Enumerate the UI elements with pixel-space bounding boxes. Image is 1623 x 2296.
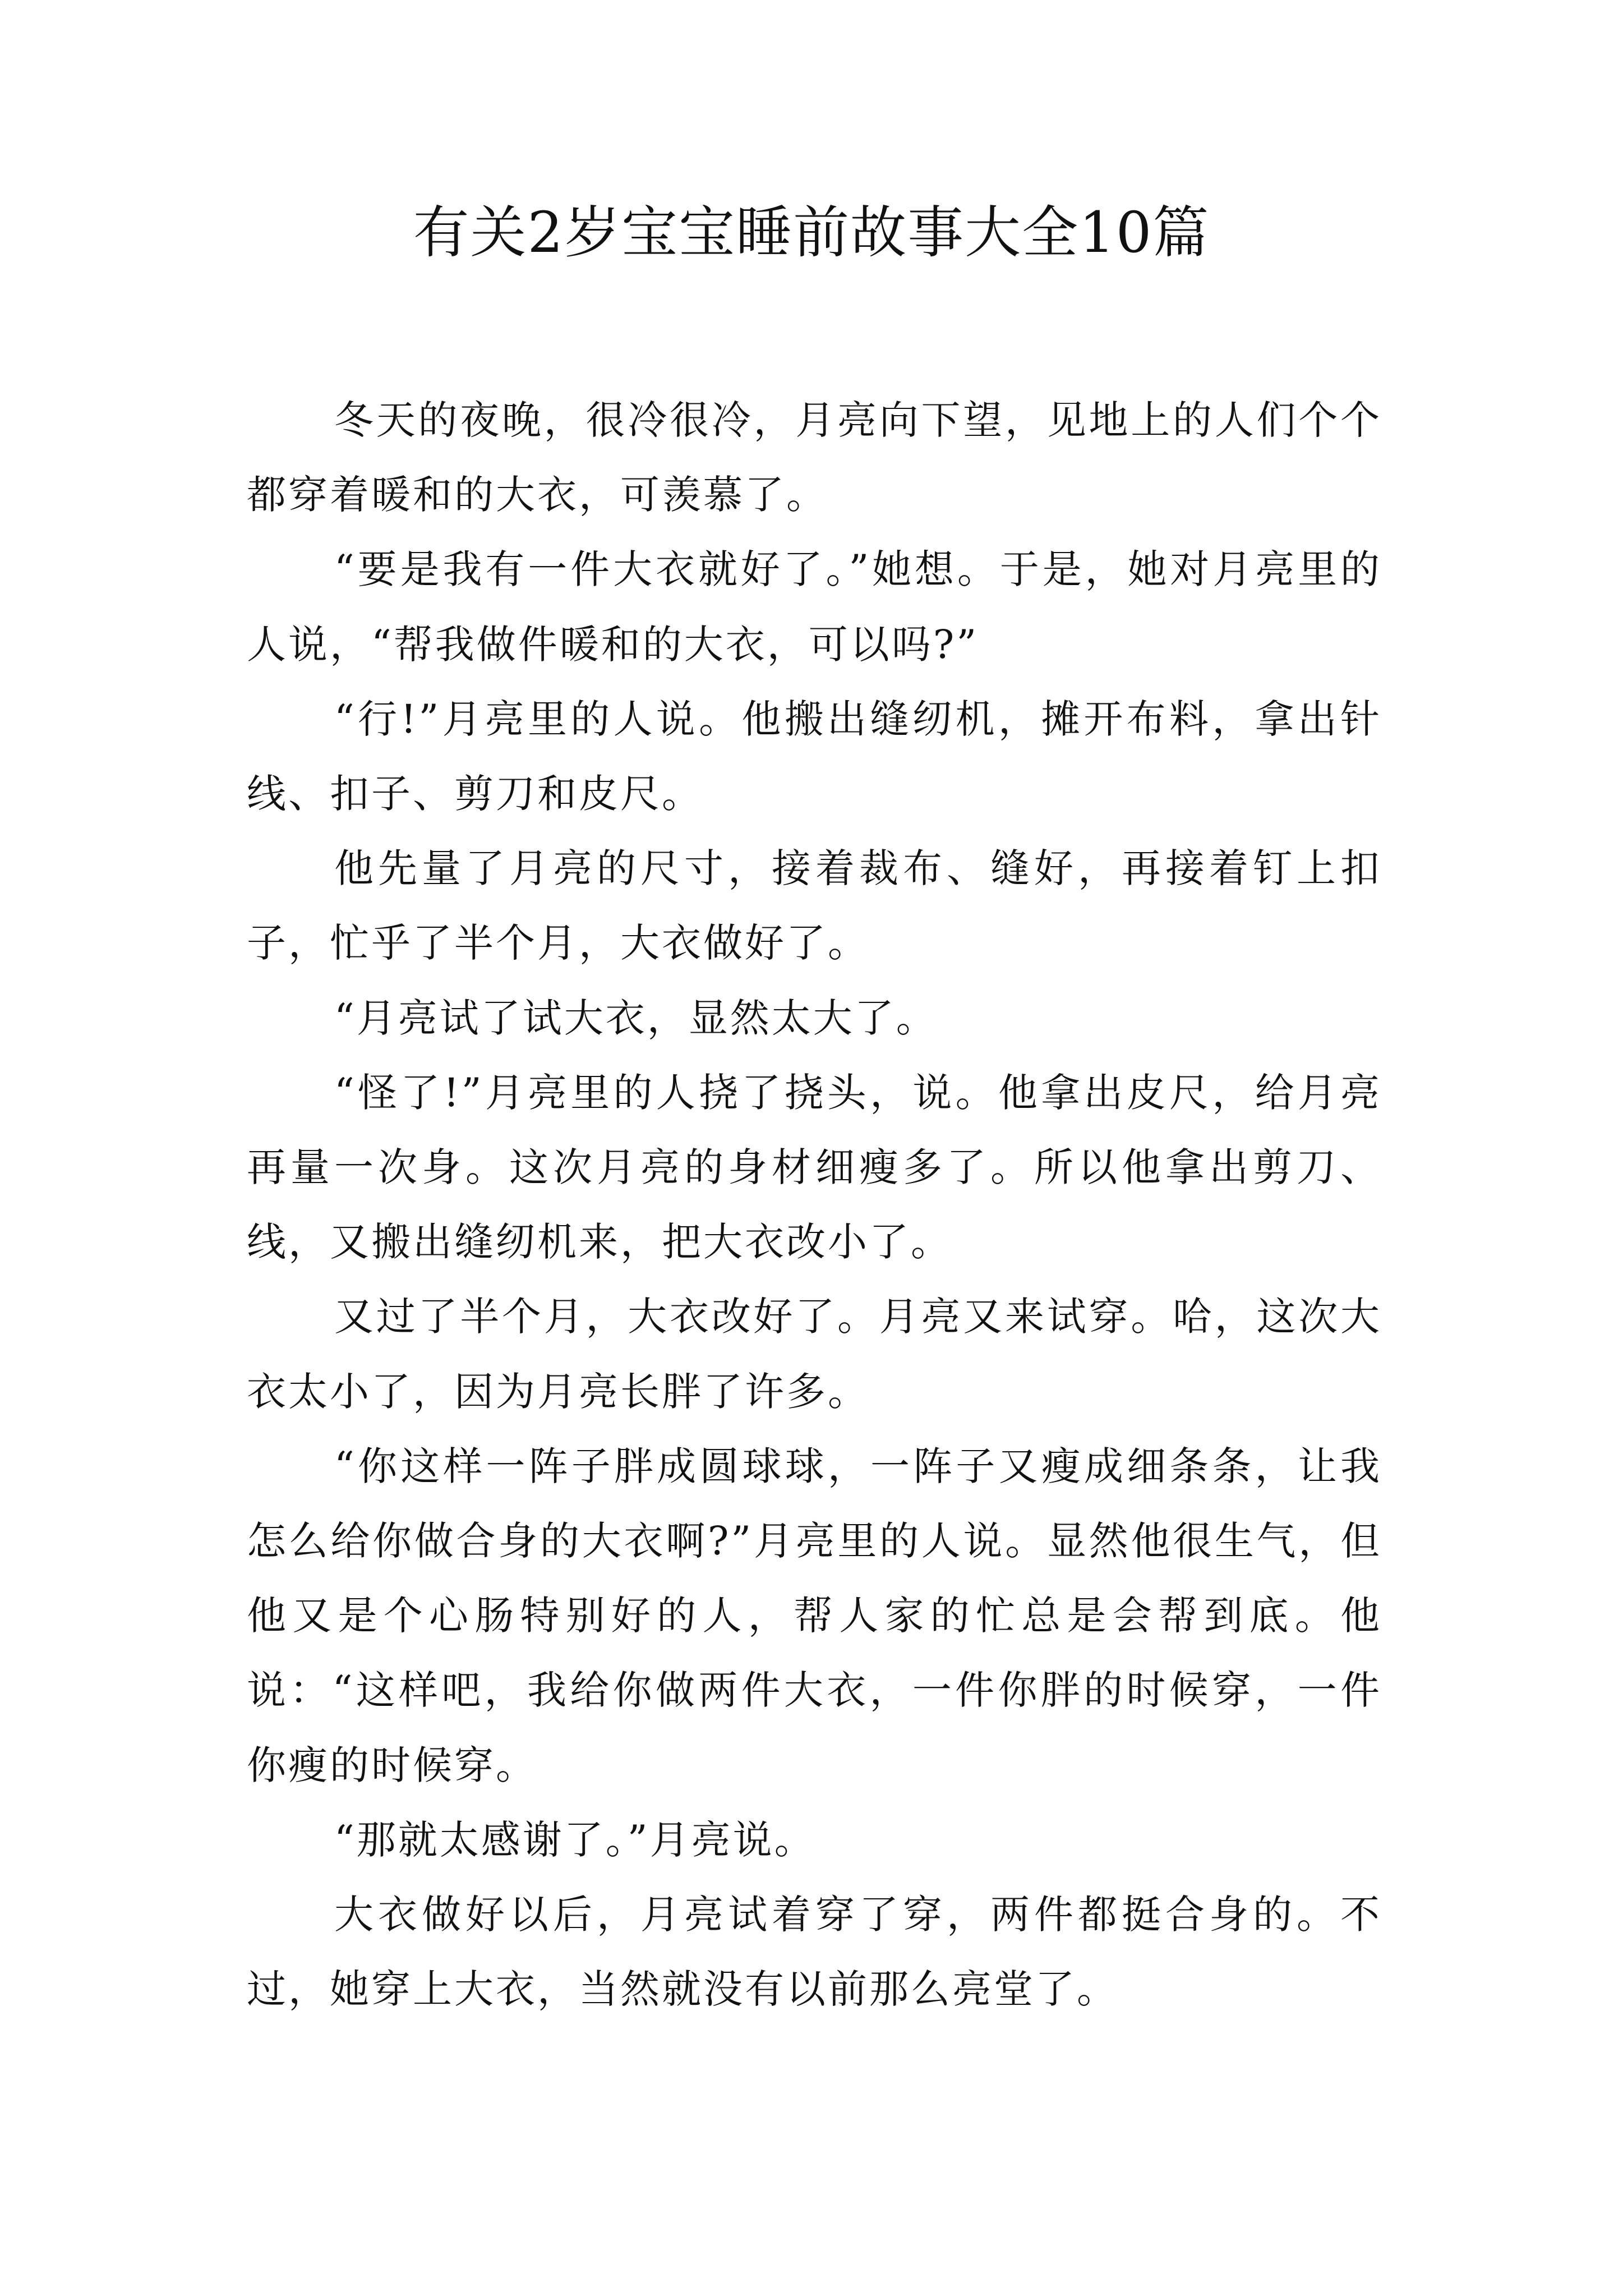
- paragraph-5: “月亮试了试大衣，显然太大了。: [334, 995, 938, 1041]
- paragraph-7: 又过了半个月，大衣改好了。月亮又来试穿。哈，这次大衣太小了，因为月亮长胖了许多。: [247, 1294, 1382, 1415]
- paragraph-8: “你这样一阵子胖成圆球球，一阵子又瘦成细条条，让我怎么给你做合身的大衣啊?”月亮里的人说。显然他很生气，但他又是个心肠特别好的人，帮人家的忙总是会帮到底。他说：“这样吧，我给你做两件大衣，一件你胖的时候穿，一件你瘦的时候穿。: [247, 1443, 1382, 1788]
- paragraph-10: 大衣做好以后，月亮试着穿了穿，两件都挺合身的。不过，她穿上大衣，当然就没有以前那么亮堂了。: [247, 1892, 1382, 2013]
- paragraph-3: “行!”月亮里的人说。他搬出缝纫机，摊开布料，拿出针线、扣子、剪刀和皮尺。: [247, 696, 1382, 817]
- paragraph-1: 冬天的夜晚，很冷很冷，月亮向下望，见地上的人们个个都穿着暖和的大衣，可羡慕了。: [247, 397, 1382, 518]
- paragraph-4: 他先量了月亮的尺寸，接着裁布、缝好，再接着钉上扣子，忙乎了半个月，大衣做好了。: [247, 845, 1382, 967]
- document-title: 有关2岁宝宝睡前故事大全10篇: [413, 200, 1210, 265]
- paragraph-9: “那就太感谢了。”月亮说。: [334, 1816, 816, 1863]
- paragraph-6: “怪了!”月亮里的人挠了挠头，说。他拿出皮尺，给月亮再量一次身。这次月亮的身材细瘦多了。所以他拿出剪刀、线，又搬出缝纫机来，把大衣改小了。: [247, 1069, 1382, 1266]
- paragraph-2: “要是我有一件大衣就好了。”她想。于是，她对月亮里的人说，“帮我做件暖和的大衣，可以吗?”: [247, 546, 1382, 668]
- document-body: [247, 383, 1382, 2027]
